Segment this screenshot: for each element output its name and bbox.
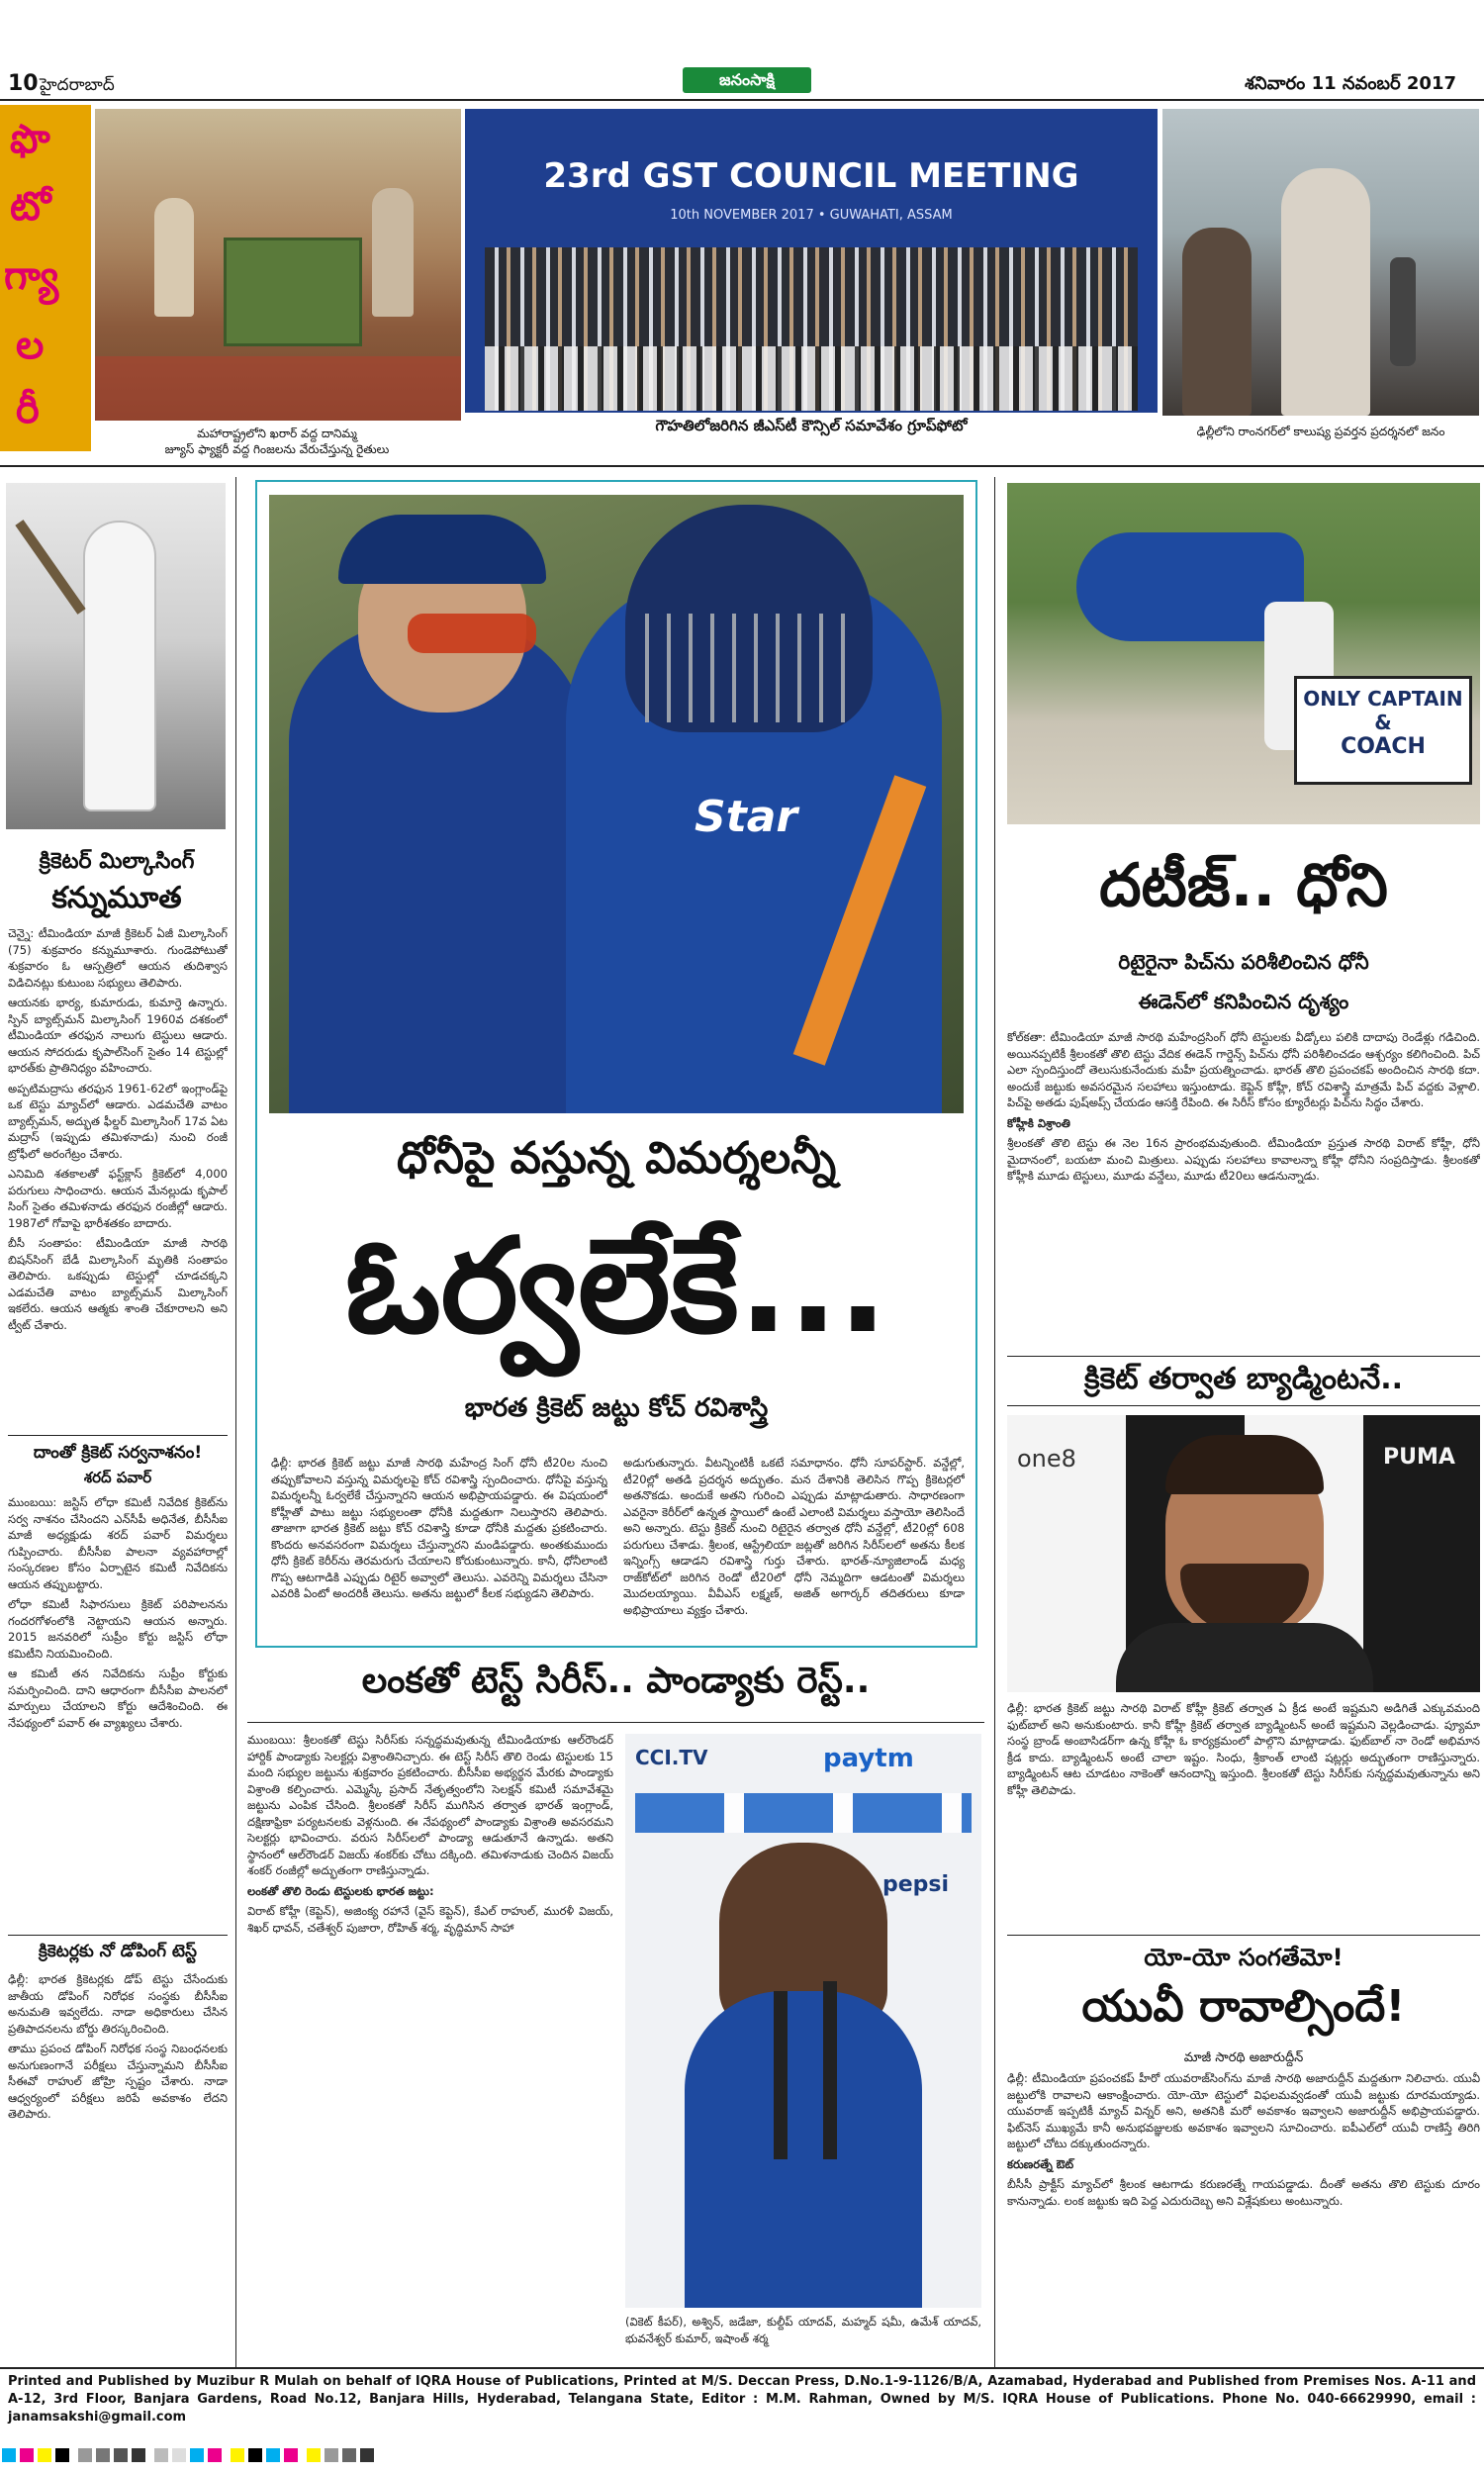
center-headline: ఓర్వలేకే... <box>344 1210 888 1363</box>
photo-kohli <box>1007 1415 1480 1692</box>
pawar-para-1: ముంబయి: జస్టిస్ లోధా కమిటీ నివేదిక క్రికెట్‌ను సర్వ నాశనం చేసిందని ఎన్‌సీపీ అధినేత, బీసీసీఐ మాజీ అధ్యక్షుడు శరద్ పవార్ విమర్శలు గుప్పించారు. బీసీసీఐ పాలనా వ్యవహారాల్లో సంస్కరణల కోసం ఏర్పాటైన కమిటీ నివేదికను ఆయన తప్పుబట్టారు. <box>8 1495 228 1591</box>
photo-shastri-dhoni: Star <box>269 495 964 1113</box>
yuvi-body <box>1007 2070 1480 2359</box>
dope-headline: క్రికెటర్లకు నో డోపింగ్ టెస్ట్ <box>39 1942 197 1961</box>
pandya-team-list: విరాట్ కోహ్లీ (కెప్టెన్), అజింక్య రహానే (వైస్ కెప్టెన్), కేఎల్ రాహుల్, మురళీ విజయ్, శిఖర్ ధావన్, చతేశ్వర్ పుజారా, రోహిత్ శర్మ, వృద్ధిమాన్ సాహా <box>247 1904 613 1935</box>
photo2-caption: గౌహతిలోజరిగిన జీఎస్‌టీ కౌన్సిల్ సమావేశం గ్రూప్‌ఫోటో <box>655 417 968 434</box>
dhoni-subhead-1: రిటైరైనా పిచ్‌ను పరిశీలించిన ధోనీ <box>1118 950 1369 974</box>
masthead <box>683 67 811 93</box>
photo-pandya-presser <box>625 1734 981 2308</box>
pawar-headline: దాంతో క్రికెట్ సర్వనాశనం! <box>33 1443 203 1463</box>
pawar-body <box>8 1494 228 1930</box>
center-kicker: ధోనీపై వస్తున్న విమర్శలన్నీ <box>396 1133 837 1184</box>
sign-line-3: COACH <box>1341 734 1426 759</box>
photo3-caption: ఢిల్లీలోని రాంనగర్‌లో కాలుష్య ప్రవర్తన ప్రదర్శనలో జనం <box>1196 425 1445 438</box>
milka-para-5: బీసీ సంతాపం: టీమిండియా మాజీ సారథి బిషన్‌సింగ్ బేడీ మిల్కాసింగ్ మృతికి సంతాపం తెలిపారు. ఒకప్పుడు టెస్టుల్లో చూడచక్కని ఎడమచేతి వాటం బ్యాట్స్‌మన్ మిల్కాసింగ్ ఇకలేరు. ఆయన ఆత్మకు శాంతి చేకూరాలని అని ట్వీట్ చేశారు. <box>8 1236 228 1332</box>
center-body-col2: అడుగుతున్నారు. వీటన్నింటికీ ఒకటే సమాధానం. ధోనీ సూపర్‌స్టార్. వన్డేల్లో, టీ20ల్లో అతడి ప్రదర్శన అద్భుతం. మన దేశానికి తెలిసిన గొప్ప క్రికెటర్లలో అతనొకడు. అందుకే అతని గురించి ఎప్పుడు మాట్లాడుతారు. సాధారణంగా ఎవరైనా కెరీర్‌లో ఉన్నత స్థాయిలో ఉంటే ఎలాంటి విమర్శలు వస్తాయో తెలిసిందే అని అన్నారు. టెస్టు క్రికెట్ నుంచి రిటైరైన తర్వాత ధోనీ వన్డేల్లో, టీ20ల్లో 608 పరుగులు చేశాడు. శ్రీలంక, ఆస్ట్రేలియా జట్లతో జరిగిన సిరీస్‌లలో అతను కీలక ఇన్నింగ్స్ ఆడాడని రవిశాస్త్రి గుర్తు చేశారు. భారత్-న్యూజిలాండ్ మధ్య రాజ్‌కోట్‌లో జరిగిన రెండో టీ20లో ధోనీ నెమ్మదిగా ఆడటంతో విమర్శలు మొదలయ్యాయి. వీవీఎస్ లక్ష్మణ్, అజిత్ అగార్కర్ తదితరులు కూడా అభిప్రాయాలు వ్యక్తం చేశారు. <box>623 1456 965 1617</box>
yuvi-kicker: యో-యో సంగతేమో! <box>1144 1944 1344 1971</box>
milka-body <box>8 925 228 1425</box>
kohli-brand-2: PUMA <box>1383 1445 1455 1470</box>
kohli-brand-1: one8 <box>1017 1445 1076 1473</box>
gst-banner-sub: 10th NOVEMBER 2017 • GUWAHATI, ASSAM <box>670 208 953 223</box>
dope-para-2: తాము ప్రపంచ డోపింగ్ నిరోధక సంస్థ నిబంధనలకు అనుగుణంగానే పరీక్షలు చేస్తున్నామని బీసీసీఐ సీఈవో రాహుల్ జోహ్రి స్పష్టం చేశారు. నాడా ఆధ్వర్యంలో పరీక్షలు జరిపే అవకాశం లేదని తెలిపారు. <box>8 2042 228 2121</box>
page-date: శనివారం 11 నవంబర్ 2017 <box>1245 73 1456 94</box>
sign-board <box>1294 676 1472 785</box>
dope-body <box>8 1971 228 2362</box>
sign-line-2: & <box>1374 711 1392 734</box>
gst-caption-bar <box>465 411 1158 438</box>
pandya-team-list-cont: (వికెట్ కీపర్), అశ్విన్, జడేజా, కుల్దీప్ యాదవ్, మహ్మద్ షమీ, ఉమేశ్ యాదవ్, భువనేశ్వర్ కుమార్, ఇషాంత్ శర్మ <box>625 2315 981 2345</box>
right-rule-2 <box>1007 1405 1480 1406</box>
right-column-divider <box>994 477 995 2367</box>
pawar-byline: శరద్ పవార్ <box>83 1469 152 1486</box>
pawar-para-3: ఆ కమిటీ తన నివేదికను సుప్రీం కోర్టుకు సమర్పించింది. దాని ఆధారంగా బీసీసీఐ పాలనలో మార్పులు చేయాలని కోర్టు ఆదేశించింది. ఈ నేపథ్యంలో పవార్ ఈ వ్యాఖ్యలు చేశారు. <box>8 1666 228 1730</box>
photo-gst-council <box>465 109 1158 411</box>
gallery-title-5: రీ <box>16 387 40 432</box>
pandya-para-1: ముంబయి: శ్రీలంకతో టెస్టు సిరీస్‌కు సన్నద్ధమవుతున్న టీమిండియాకు ఆల్‌రౌండర్ హార్దిక్ పాండ్యాకు సెలక్టర్లు విశ్రాంతినిచ్చారు. ఈ టెస్ట్ సిరీస్ తొలి రెండు టెస్టులకు 15 మంది సభ్యుల జట్టును శుక్రవారం ప్రకటించారు. బీసీసీఐ అభ్యర్థన మేరకు పాండ్యాకు విశ్రాంతి కల్పించారు. ఎమ్మెస్కే ప్రసాద్ నేతృత్వంలోని సెలక్షన్ కమిటీ సమావేశమై జట్టును ఎంపిక చేసింది. శ్రీలంకతో సిరీస్ ముగిసిన తర్వాత భారత్ ఇంగ్లాండ్, దక్షిణాఫ్రికా పర్యటనలకు వెళ్లనుంది. ఈ నేపథ్యంలో పాండ్యాకు విశ్రాంతి అవసరమని సెలక్టర్లు భావించారు. వరుస సిరీస్‌లలో పాండ్యా ఆడుతూనే ఉన్నాడు. అతని స్థానంలో ఆల్‌రౌండర్ విజయ్ శంకర్‌కు చోటు దక్కింది. తమిళనాడుకు చెందిన విజయ్ శంకర్ రంజీల్లో అద్భుతంగా రాణిస్తున్నాడు. <box>247 1733 613 1877</box>
gallery-vertical-title <box>0 105 91 451</box>
photo-milka-singh <box>6 483 226 829</box>
center-byline: భారత క్రికెట్ జట్టు కోచ్ రవిశాస్త్రి <box>464 1393 769 1423</box>
left-column-divider <box>235 477 236 2367</box>
gallery-title-4: ల <box>16 323 45 368</box>
milka-para-4: ఎనిమిది శతకాలతో ఫస్ట్‌క్లాస్ క్రికెట్‌లో 4,000 పరుగులు సాధించారు. ఆయన మేనల్లుడు కృపాల్ సింగ్ సైతం తమిళనాడు తరఫున రంజీల్లో ఆడారు. 1987లో గోవాపై భారీశతకం బాదారు. <box>8 1167 228 1230</box>
footer-imprint: Printed and Published by Muzibur R Mulah on behalf of IQRA House of Publications, Printed at M/S. Deccan Press, D.No.1-9-1126/B/A, Azamabad, Hyderabad and Published from Premises Nos. A-11 and A-12, 3rd Floor, Banjara Gardens, Road No.12, Banjara Hills, Hyderabad, Telangana State, Editor : M.M. Rahman, Owned by M/S. IQRA House of Publications. Phone No. 040-66629990, email : janamsakshi@gmail.com <box>8 2374 1476 2425</box>
kohli-headline: క్రికెట్ తర్వాత బ్యాడ్మింటనే.. <box>1084 1362 1403 1396</box>
presser-banner-paytm: paytm <box>823 1744 914 1773</box>
pandya-headline: లంకతో టెస్ట్ సిరీస్.. పాండ్యాకు రెస్ట్.. <box>361 1661 871 1701</box>
dhoni-para-2: శ్రీలంకతో తొలి టెస్టు ఈ నెల 16న ప్రారంభమవుతుంది. టీమిండియా ప్రస్తుత సారథి విరాట్ కోహ్లీ, ధోనీ మైదానంలో, బయటా మంచి మిత్రులు. ఎప్పుడు సలహాలు కావాలన్నా కోహ్లీ ధోనీని సంప్రదిస్తాడు. శ్రీలంకతో కోహ్లీకి మూడు టెస్టులు, మూడు వన్డేలు, మూడు టీ20లు ఆడనున్నాడు. <box>1007 1136 1480 1183</box>
gallery-title-2: టో <box>10 184 51 230</box>
page-header <box>0 59 1484 99</box>
yuvi-byline: మాజీ సారథి అజారుద్దీన్ <box>1183 2050 1304 2065</box>
dhoni-headline: దటీజ్.. ధోని <box>1099 851 1388 920</box>
milka-para-1: చెన్నై: టీమిండియా మాజీ క్రికెటర్ ఏజీ మిల్కాసింగ్ (75) శుక్రవారం కన్నుమూశారు. గుండెపోటుతో శుక్రవారం ఓ ఆస్పత్రిలో ఆయన తుదిశ్వాస విడిచినట్లు కుటుంబ సభ్యులు తెలిపారు. <box>8 926 228 990</box>
yuvi-subhead: కరుణరత్నే ఔట్ <box>1007 2156 1074 2171</box>
page-city: హైదరాబాద్ <box>40 75 115 95</box>
presser-banner-cci: CCI.TV <box>635 1746 708 1769</box>
right-rule-1 <box>1007 1356 1480 1357</box>
photo-pomegranate-farmers <box>95 109 461 421</box>
sign-line-1: ONLY CAPTAIN <box>1303 687 1463 711</box>
milka-headline-2: కన్నుమూత <box>51 881 182 915</box>
dhoni-subhead-3: కోహ్లీకి విశ్రాంతి <box>1007 1115 1070 1130</box>
dope-para-1: ఢిల్లీ: భారత క్రికెటర్లకు డోప్ టెస్టు చేసేందుకు జాతీయ డోపింగ్ నిరోధక సంస్థకు బీసీసీఐ అనుమతి ఇవ్వలేదు. నాడా అధికారులు చేసిన ప్రతిపాదనలను బోర్డు తిరస్కరించింది. <box>8 1972 228 2036</box>
kohli-body: ఢిల్లీ: భారత క్రికెట్ జట్టు సారథి విరాట్ కోహ్లీ క్రికెట్ తర్వాత ఏ క్రీడ అంటే ఇష్టమని అడిగితే ఎక్కువమంది ఫుట్‌బాల్ అని అనుకుంటారు. కానీ కోహ్లీ క్రికెట్ తర్వాత బ్యాడ్మింటన్ అంటే ఇష్టమని వెల్లడించాడు. ప్యూమా సంస్థ బ్రాండ్ అంబాసిడర్‌గా ఉన్న కోహ్లీ ఓ కార్యక్రమంలో పాల్గొని మాట్లాడాడు. ఫుట్‌బాల్ నా రెండో అభిమాన క్రీడ కాదు. బ్యాడ్మింటన్ అంటే చాలా ఇష్టం. సింధు, శ్రీకాంత్ లాంటి షట్లర్లు అద్భుతంగా రాణిస్తున్నారు. బ్యాడ్మింటన్ ఆట చూడటం నాకెంతో ఆనందాన్ని ఇస్తుంది. శ్రీలంకతో టెస్టు సిరీస్‌కు సన్నద్ధమవుతున్నాను అని కోహ్లీ తెలిపాడు. <box>1007 1701 1480 1797</box>
dhoni-para-1: కోల్‌కతా: టీమిండియా మాజీ సారథి మహేంద్రసింగ్ ధోనీ టెస్టులకు వీడ్కోలు పలికి దాదాపు రెండేళ్లు గడిచింది. అయినప్పటికీ శ్రీలంకతో తొలి టెస్టు వేదిక ఈడెన్ గార్డెన్స్ పిచ్‌ను ధోనీ పరిశీలించడం ఆశ్చర్యం కలిగించింది. పిచ్ ఎలా స్పందిస్తుందో తెలుసుకునేందుకు మహీ ప్రయత్నించాడు. భారత్ తొలి ప్రపంచకప్ అందించిన సారథి కదా. అందుకే జట్టుకు అవసరమైన సలహాలు ఇస్తుంటాడు. కెప్టెన్ కోహ్లీ, కోచ్ రవిశాస్త్రి మాత్రమే పిచ్ వద్దకు వెళ్లాలి. పిచ్‌పై అతడు పుష్‌అప్స్ చేయడం ఆసక్తి రేపింది. ఈ సిరీస్ కోసం క్యూరేటర్లు పిచ్‌ను సిద్ధం చేశారు. <box>1007 1030 1480 1109</box>
print-registration-bar <box>0 2444 1484 2464</box>
presser-banner-pepsi: pepsi <box>882 1872 950 1897</box>
right-rule-3 <box>1007 1935 1480 1936</box>
header-rule <box>0 99 1484 101</box>
photo1-caption: మహారాష్ట్రలోని ఖరార్ వద్ద దానిమ్మ జ్యూస్ ఫ్యాక్టరీ వద్ద గింజలను వేరుచేస్తున్న రైతులు <box>164 427 390 456</box>
milka-headline-1: క్రికెటర్ మిల్కాసింగ్ <box>39 849 195 874</box>
yuvi-headline: యువీ రావాల్సిందే! <box>1081 1981 1406 2032</box>
left-rule-2 <box>8 1935 228 1936</box>
pandya-body-col1 <box>247 1732 613 2357</box>
page-number: 10 <box>8 71 39 96</box>
photo-delhi-protest <box>1162 109 1479 416</box>
gst-banner-title: 23rd GST COUNCIL MEETING <box>543 156 1079 196</box>
left-rule-1 <box>8 1435 228 1436</box>
footer-rule <box>0 2367 1484 2369</box>
milka-para-3: అప్పటిమద్రాసు తరఫున 1961-62లో ఇంగ్లాండ్‌పై ఒక టెస్టు మ్యాచ్‌లో ఆడారు. ఎడమచేతి వాటం బ్యాట్స్‌మన్, అద్భుత ఫీల్డర్ మిల్కాసింగ్ 17వ ఏట మద్రాస్ (ఇప్పుడు తమిళనాడు) నుంచి రంజీ ట్రోఫీలో అరంగేట్రం చేశారు. <box>8 1081 228 1161</box>
dhoni-body <box>1007 1029 1480 1346</box>
pandya-team-title: లంకతో తొలి రెండు టెస్టులకు భారత జట్టు: <box>247 1883 434 1898</box>
gallery-title-1: ఫొ <box>10 117 50 162</box>
yuvi-para-1: ఢిల్లీ: టీమిండియా ప్రపంచకప్ హీరో యువరాజ్‌సింగ్‌ను మాజీ సారథి అజారుద్దీన్ మద్దతుగా నిలిచారు. యువీ జట్టులోకి రావాలని ఆకాంక్షించారు. యో-యో టెస్టులో విఫలమవ్వడంతో యువీ జట్టుకు దూరమయ్యాడు. యువరాజ్ ఇప్పటికీ మ్యాచ్ విన్నర్ అని, అతనికి మరో అవకాశం ఇవ్వాలని అజారుద్దీన్ అభిప్రాయపడ్డారు. ఫిట్‌నెస్ ముఖ్యమే కానీ అనుభవజ్ఞులకు అవకాశం ఇవ్వాలని సూచించారు. ఐపీఎల్‌లో యువీ రాణిస్తే తిరిగి జట్టులో చోటు దక్కుతుందన్నారు. <box>1007 2071 1480 2150</box>
photo-dhoni-pitch <box>1007 483 1480 824</box>
dhoni-subhead-2: ఈడెన్‌లో కనిపించిన దృశ్యం <box>1138 990 1349 1013</box>
pawar-para-2: లోధా కమిటీ సిఫారసులు క్రికెట్ పరిపాలనను గందరగోళంలోకి నెట్టాయని ఆయన అన్నారు. 2015 జనవరిలో సుప్రీం కోర్టు జస్టిస్ లోధా కమిటీని నియమించింది. <box>8 1597 228 1661</box>
center-body-col1: ఢిల్లీ: భారత క్రికెట్ జట్టు మాజీ సారథి మహేంద్ర సింగ్ ధోనీ టీ20ల నుంచి తప్పుకోవాలని వస్తున్న విమర్శలపై కోచ్ రవిశాస్త్రి స్పందించారు. ధోనీపై వస్తున్న విమర్శలన్నీ ఓర్వలేకే చేస్తున్నారని ఆయన అభిప్రాయపడ్డారు. ఈ విషయంలో కోహ్లీతో పాటు జట్టు సభ్యులంతా ధోనీకి మద్దతుగా నిలుస్తారని తెలిపారు. తాజాగా భారత క్రికెట్ జట్టు కోచ్ రవిశాస్త్రి కూడా ధోనీకి మద్దతు ప్రకటించారు. కొందరు అనవసరంగా విమర్శలు చేస్తున్నారని మండిపడ్డారు. అంతకుముందు ధోనీ క్రికెట్ కెరీర్‌ను తెరమరుగు చేయాలని కోరుకుంటున్నారు. కానీ, ధోనీలాంటి గొప్ప ఆటగాడికి ఎప్పుడు రిటైర్ అవ్వాలో తెలుసు. ఎవరెన్ని విమర్శలు చేసినా ఎవరికి ఏంటో అందరికీ తెలుసు. అతను జట్టులో కీలక సభ్యుడని తెలిపారు. <box>271 1456 607 1600</box>
masthead-title: జనంసాక్షి <box>719 70 775 89</box>
gallery-title-3: గ్యా <box>4 253 59 299</box>
gallery-bottom-rule <box>0 465 1484 467</box>
pandya-rule <box>247 1722 984 1723</box>
milka-para-2: ఆయనకు భార్య, కుమారుడు, కుమార్తె ఉన్నారు. స్పిన్ బ్యాట్స్‌మన్ మిల్కాసింగ్ 1960వ దశకంలో టీమిండియా తరఫున నాలుగు టెస్టులు ఆడారు. ఆయన సోదరుడు కృపాల్‌సింగ్ సైతం 14 టెస్టుల్లో భారత్‌కు ప్రాతినిధ్యం వహించారు. <box>8 996 228 1075</box>
yuvi-para-2: బీసీసీ ప్రాక్టీస్ మ్యాచ్‌లో శ్రీలంక ఆటగాడు కరుణరత్నే గాయపడ్డాడు. దీంతో అతను తొలి టెస్టుకు దూరం కానున్నాడు. లంక జట్టుకు ఇది పెద్ద ఎదురుదెబ్బ అని విశ్లేషకులు అంటున్నారు. <box>1007 2177 1480 2208</box>
